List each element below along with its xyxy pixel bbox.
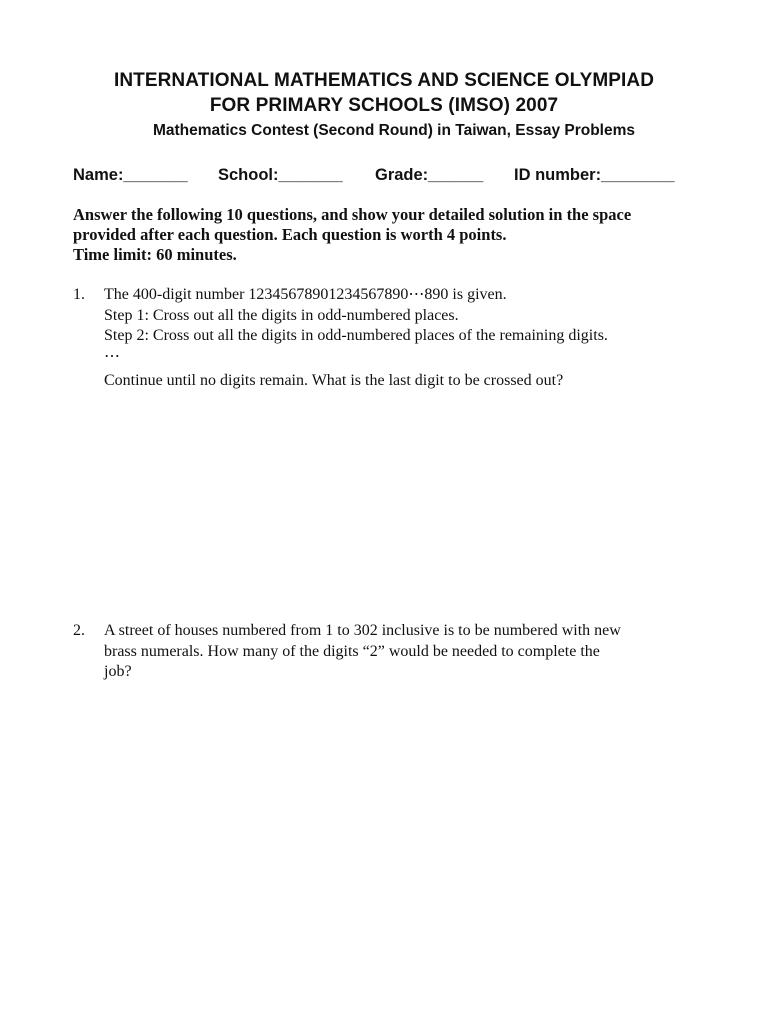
question-number: 1.: [73, 286, 85, 303]
instructions-line-2: provided after each question. Each question is worth 4 points.: [73, 225, 507, 244]
title-line-2: FOR PRIMARY SCHOOLS (IMSO) 2007: [209, 95, 559, 116]
question-line: brass numerals. How many of the digits “2” would be needed to complete the: [104, 642, 600, 660]
question-line: The 400-digit number 12345678901234567890⋯890 is given.: [104, 286, 507, 303]
question-line: job?: [104, 663, 132, 680]
grade-field: Grade:______: [375, 166, 484, 184]
subtitle: Mathematics Contest (Second Round) in Taiwan, Essay Problems: [152, 122, 636, 139]
student-info-fields: [73, 166, 713, 188]
title-line-1: INTERNATIONAL MATHEMATICS AND SCIENCE OLYMPIAD: [113, 70, 655, 91]
question-line: Continue until no digits remain. What is the last digit to be crossed out?: [104, 372, 564, 389]
school-field: School:_______: [218, 166, 343, 184]
instructions: [73, 205, 703, 265]
instructions-line-3: Time limit: 60 minutes.: [73, 245, 237, 264]
question-line: Step 2: Cross out all the digits in odd-numbered places of the remaining digits.: [104, 327, 608, 344]
question-body: [104, 285, 704, 392]
instructions-line-1: Answer the following 10 questions, and show your detailed solution in the space: [73, 205, 632, 224]
name-field: Name:_______: [73, 166, 188, 184]
question-line: ⋯: [104, 347, 120, 365]
question-body: [104, 621, 704, 683]
question-line: A street of houses numbered from 1 to 302 inclusive is to be numbered with new: [104, 622, 621, 639]
question-line: Step 1: Cross out all the digits in odd-numbered places.: [104, 306, 459, 324]
question-number: 2.: [73, 622, 85, 639]
id-number-field: ID number:________: [514, 166, 675, 184]
